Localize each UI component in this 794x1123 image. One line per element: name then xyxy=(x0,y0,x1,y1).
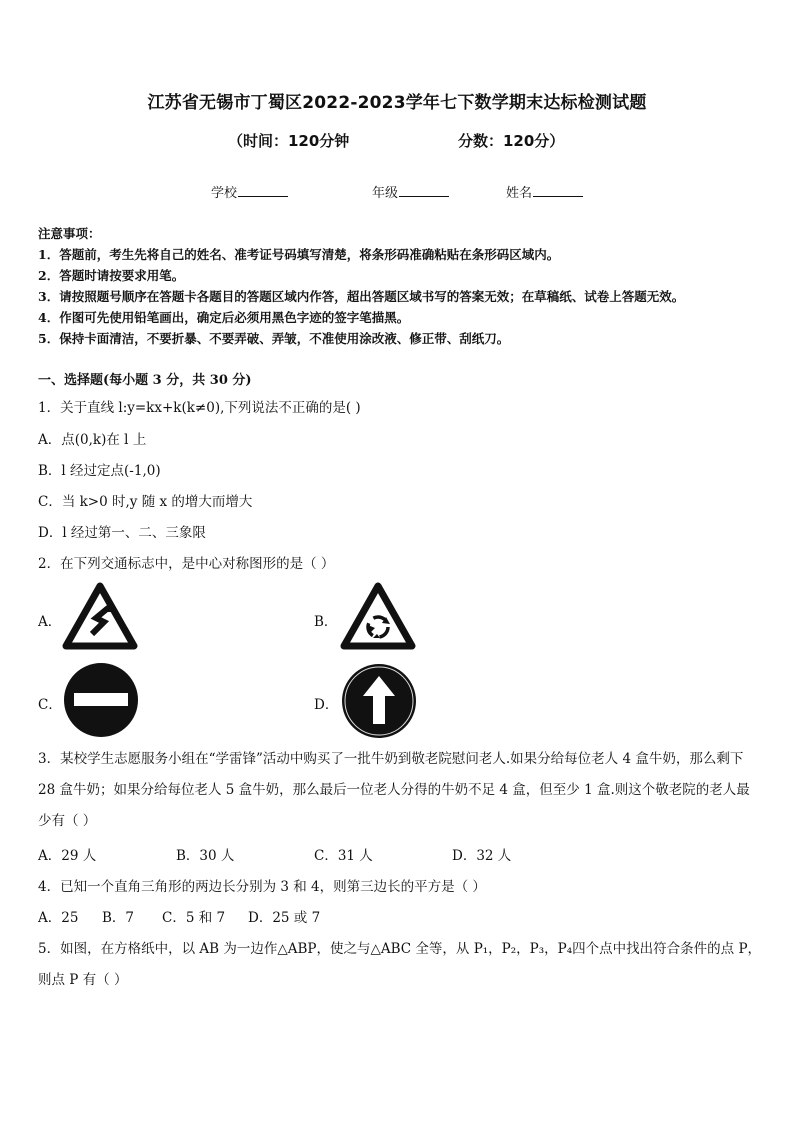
section-heading: 一、选择题(每小题 3 分，共 30 分) xyxy=(38,373,252,388)
straight-ahead-arrow-icon[interactable] xyxy=(340,662,418,744)
q1-option-a[interactable]: A．点(0,k)在 l 上 xyxy=(38,432,147,448)
q2-option-d[interactable]: D． xyxy=(314,697,339,713)
grade-label: 年级 xyxy=(372,186,399,201)
notes-heading: 注意事项： xyxy=(38,226,101,241)
note-item: 5．保持卡面清洁，不要折暴、不要弄破、弄皱，不准使用涂改液、修正带、刮纸刀。 xyxy=(38,331,510,346)
note-item: 4．作图可先使用铅笔画出，确定后必须用黑色字迹的签字笔描黑。 xyxy=(38,310,410,325)
q2-option-c[interactable]: C． xyxy=(38,697,62,713)
school-blank[interactable] xyxy=(238,184,288,197)
school-field[interactable] xyxy=(211,182,288,201)
q3-option-a[interactable]: A．29 人 xyxy=(38,848,97,864)
q4-option-d[interactable]: D．25 或 7 xyxy=(248,910,321,926)
grade-field[interactable] xyxy=(372,182,449,201)
q5-stem-line2: 则点 P 有（ ） xyxy=(38,972,128,988)
q3-option-c[interactable]: C．31 人 xyxy=(314,848,373,864)
roundabout-warning-icon[interactable] xyxy=(340,582,416,656)
time-limit: （时间：120分钟 xyxy=(228,132,350,150)
q2-stem: 2．在下列交通标志中，是中心对称图形的是（ ） xyxy=(38,556,335,572)
name-field[interactable] xyxy=(506,182,583,201)
q3-option-b[interactable]: B．30 人 xyxy=(176,848,235,864)
q4-stem: 4．已知一个直角三角形的两边长分别为 3 和 4，则第三边长的平方是（ ） xyxy=(38,879,486,895)
q5-stem-line1: 5．如图，在方格纸中，以 AB 为一边作△ABP，使之与△ABC 全等，从 P₁，P₂，P₃，P₄四个点中找出符合条件的点 P， xyxy=(38,941,762,957)
q3-stem: 3．某校学生志愿服务小组在“学雷锋”活动中购买了一批牛奶到敬老院慰问老人.如果分给每位老人 4 盒牛奶，那么剩下 28 盒牛奶；如果分给每位老人 5 盒牛奶，那么最后一位老人分得的牛奶不足 4 盒，但至少 1 盒.则这个敬老院的老人最少有（ ） xyxy=(38,751,750,829)
name-label: 姓名 xyxy=(506,186,533,201)
q1-option-c[interactable]: C．当 k>0 时,y 随 x 的增大而增大 xyxy=(38,494,253,510)
q1-stem: 1．关于直线 l:y=kx+k(k≠0),下列说法不正确的是( ) xyxy=(38,400,361,416)
grade-blank[interactable] xyxy=(399,184,449,197)
q2-option-b[interactable]: B． xyxy=(314,614,338,630)
no-entry-icon[interactable] xyxy=(62,662,140,742)
name-blank[interactable] xyxy=(533,184,583,197)
zigzag-road-warning-icon[interactable] xyxy=(62,582,138,656)
q4-option-b[interactable]: B．7 xyxy=(102,910,135,926)
q3-option-d[interactable]: D．32 人 xyxy=(452,848,512,864)
q4-option-a[interactable]: A．25 xyxy=(38,910,79,926)
note-item: 1．答题前，考生先将自己的姓名、准考证号码填写清楚，将条形码准确粘贴在条形码区域内。 xyxy=(38,247,560,262)
school-label: 学校 xyxy=(211,186,238,201)
q2-option-a[interactable]: A． xyxy=(38,614,62,630)
note-item: 2．答题时请按要求用笔。 xyxy=(38,268,185,283)
q4-option-c[interactable]: C．5 和 7 xyxy=(162,910,226,926)
q1-option-d[interactable]: D．l 经过第一、二、三象限 xyxy=(38,525,206,541)
exam-title: 江苏省无锡市丁蜀区2022-2023学年七下数学期末达标检测试题 xyxy=(147,93,647,113)
q1-option-b[interactable]: B．l 经过定点(-1,0) xyxy=(38,463,161,479)
total-score: 分数：120分） xyxy=(458,132,565,150)
note-item: 3．请按照题号顺序在答题卡各题目的答题区域内作答，超出答题区域书写的答案无效；在草稿纸、试卷上答题无效。 xyxy=(38,289,685,304)
